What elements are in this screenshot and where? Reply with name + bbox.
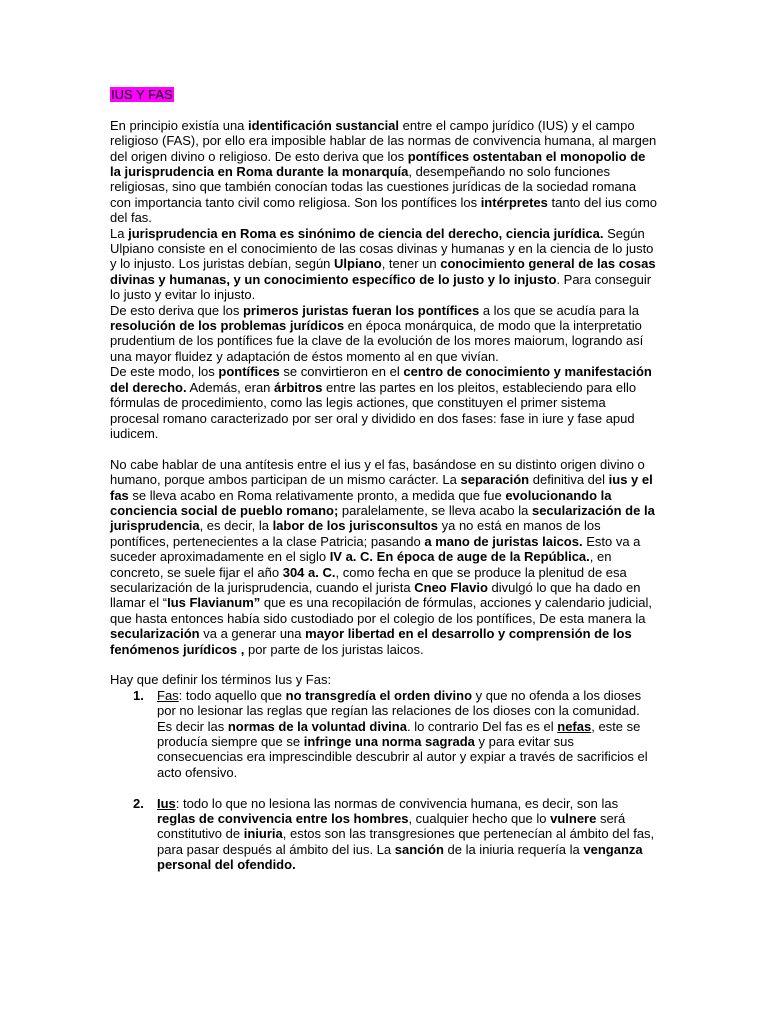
document-body [110, 87, 658, 873]
bold-run: infringe una norma sagrada [303, 734, 475, 750]
text-run: de la iniuria requería la [443, 841, 584, 857]
text-run: va a generar una [199, 626, 306, 642]
text-run: . Para conseguir lo justo y evitar lo injusto. [110, 271, 652, 303]
paragraph-1 [110, 118, 658, 226]
text-run: ya no está en manos de los pontífices, pertenecientes a la clase Patricia; pasando [110, 518, 601, 549]
text-run: En principio existía una [110, 117, 249, 133]
text-run: y para evitar sus consecuencias era imprescindible descubrir al autor y expiar a través de sacrificios el acto ofensivo. [157, 734, 648, 780]
text-run: De este modo, los [110, 364, 219, 380]
document-title: IUS Y FAS [111, 87, 173, 102]
definitions-list [110, 688, 658, 873]
bold-run: centro de conocimiento y manifestación del derecho. [110, 364, 652, 395]
definitions-intro: Hay que definir los términos Ius y Fas: [110, 672, 332, 688]
spacer [110, 102, 658, 117]
paragraph-3 [110, 303, 658, 365]
text-run: paralelamente, se lleva acabo la [338, 502, 532, 518]
bold-run: pontífices [218, 364, 280, 380]
text-run: , es decir, la [199, 518, 273, 534]
text-run: De esto deriva que los [110, 302, 243, 318]
text-run: Según Ulpiano consiste en el conocimiento de las cosas divinas y humanas y en la ciencia de lo justo y lo injusto. Los juristas debían, según [110, 225, 654, 272]
bold-run: sanción [394, 841, 444, 857]
bold-run: IV a. C. En época de auge de la República. [329, 549, 590, 565]
text-run: , en concreto, se suele fijar el año [110, 549, 612, 580]
bold-run: separación [460, 472, 530, 488]
text-run: a los que se acudía para la [479, 302, 639, 318]
bold-run: jurisprudencia en Roma es sinónimo de ciencia del derecho, ciencia jurídica. [128, 225, 604, 241]
text-run: tanto del ius como del fas. [110, 194, 658, 226]
text-run: : todo aquello que [178, 687, 286, 703]
text-run: por parte de los juristas laicos. [244, 641, 424, 657]
text-run: entre el campo jurídico (IUS) y el campo religioso (FAS), por ello era imposible hablar de las normas de convivencia humana, al margen del origen divino o religioso. De esto deriva que los [110, 117, 657, 164]
bold-run: labor de los jurisconsultos [272, 518, 438, 534]
bold-run: secularización de la jurisprudencia [110, 502, 655, 534]
paragraph-5 [110, 457, 658, 657]
list-number: 2. [133, 795, 144, 811]
text-run: . lo contrario Del fas es el [406, 718, 558, 734]
bold-run: a mano de juristas laicos. [424, 533, 583, 549]
title-line [110, 87, 658, 102]
bold-run: identificación sustancial [248, 117, 400, 133]
text-run: divulgó lo que ha dado en llamar el “ [110, 579, 641, 611]
definition-item-ius [110, 796, 658, 873]
definition-spacer [110, 780, 658, 795]
underlined-run: Fas [157, 687, 179, 703]
bold-run: normas de la voluntad divina [227, 718, 407, 734]
text-run: definitiva del [529, 472, 609, 488]
list-number: 1. [133, 687, 144, 703]
bold-run: resolución de los problemas jurídicos [110, 318, 345, 334]
text-run: , como fecha en que se produce la plenitud de esa secularización de la jurisprudencia, cuando el jurista [110, 564, 627, 595]
text-run: en época monárquica, de modo que la interpretatio prudentium de los pontífices fue la clave de la evolución de los mores maiorum, logrando así una mayor fluidez y adaptación de éstos momento al en que vivían. [110, 318, 644, 364]
text-run: se lleva acabo en Roma relativamente pronto, a medida que fue [128, 487, 506, 503]
text-run: Además, eran [186, 379, 275, 395]
bold-run: Ulpiano [334, 256, 382, 272]
spacer [110, 657, 658, 672]
bold-run: vulnere [550, 811, 597, 827]
bold-run: conocimiento general de las cosas divinas y humanas, y un conocimiento específico de lo justo y lo injusto [110, 256, 656, 287]
bold-run: árbitros [274, 379, 323, 395]
paragraph-4 [110, 364, 658, 441]
bold-run: Cneo Flavio [414, 579, 488, 595]
text-run: y que no ofenda a los dioses por no lesionar las reglas que regían las relaciones de los dioses con la comunidad. Es decir las [157, 687, 642, 734]
text-run: , tener un [381, 256, 441, 272]
bold-run: reglas de convivencia entre los hombres [157, 811, 409, 827]
text-run: se convirtieron en el [279, 364, 404, 380]
bold-run: Ius Flavianum” [167, 595, 261, 611]
text-run: será constitutivo de [157, 811, 626, 842]
bold-run: venganza personal del ofendido. [157, 841, 643, 873]
text-run: entre las partes en los pleitos, estableciendo para ello fórmulas de procedimiento, como las legis actiones, que constituyen el primer sistema procesal romano caracterizado por ser oral y dividido en dos fases: fase in iure y fase apud iudicem. [110, 379, 637, 441]
bold-run: pontífices ostentaban el monopolio de la jurisprudencia en Roma durante la monarquía [110, 148, 646, 180]
text-run: La [110, 225, 129, 241]
text-run: , cualquier hecho que lo [408, 811, 551, 827]
text-run: , desempeñando no solo funciones religiosas, sino que también conocían todas las cuestiones jurídicas de la sociedad romana con importancia tanto civil como religiosa. Son los pontífices los [110, 164, 637, 210]
text-run: No cabe hablar de una antítesis entre el ius y el fas, basándose en su distinto origen divino o humano, porque ambos participan de un mismo carácter. La [110, 456, 645, 488]
text-run: , estos son las transgresiones que pertenecían al ámbito del fas, para pasar después al ámbito del ius. La [157, 826, 655, 857]
bold-run: no transgredía el orden divino [285, 687, 473, 703]
bold-run: ius y el fas [110, 472, 653, 503]
bold-run: mayor libertad en el desarrollo y comprensión de los fenómenos jurídicos , [110, 626, 632, 657]
bold-run: Ius [157, 795, 176, 811]
definition-text [157, 688, 648, 780]
paragraph-2 [110, 226, 658, 303]
bold-run: secularización [110, 626, 200, 642]
spacer [110, 441, 658, 456]
bold-run: iniuria [243, 826, 283, 842]
bold-run: nefas [557, 718, 592, 734]
bold-run: primeros juristas fueran los pontífices [242, 302, 480, 318]
bold-run: 304 a. C. [282, 564, 336, 580]
text-run: : todo lo que no lesiona las normas de convivencia humana, es decir, son las [175, 795, 619, 811]
bold-run: evolucionando la conciencia social de pueblo romano; [110, 487, 612, 518]
definition-text [157, 796, 654, 873]
text-run: que es una recopilación de fórmulas, acciones y calendario judicial, que hasta entonces había sido custodiado por el colegio de los pontífices, De esta manera la [110, 595, 652, 626]
text-run: , este se producía siempre que se [157, 718, 641, 750]
definition-item-fas [110, 688, 658, 780]
bold-run: intérpretes [480, 194, 548, 210]
text-run: Esto va a suceder aproximadamente en el siglo [110, 533, 641, 565]
